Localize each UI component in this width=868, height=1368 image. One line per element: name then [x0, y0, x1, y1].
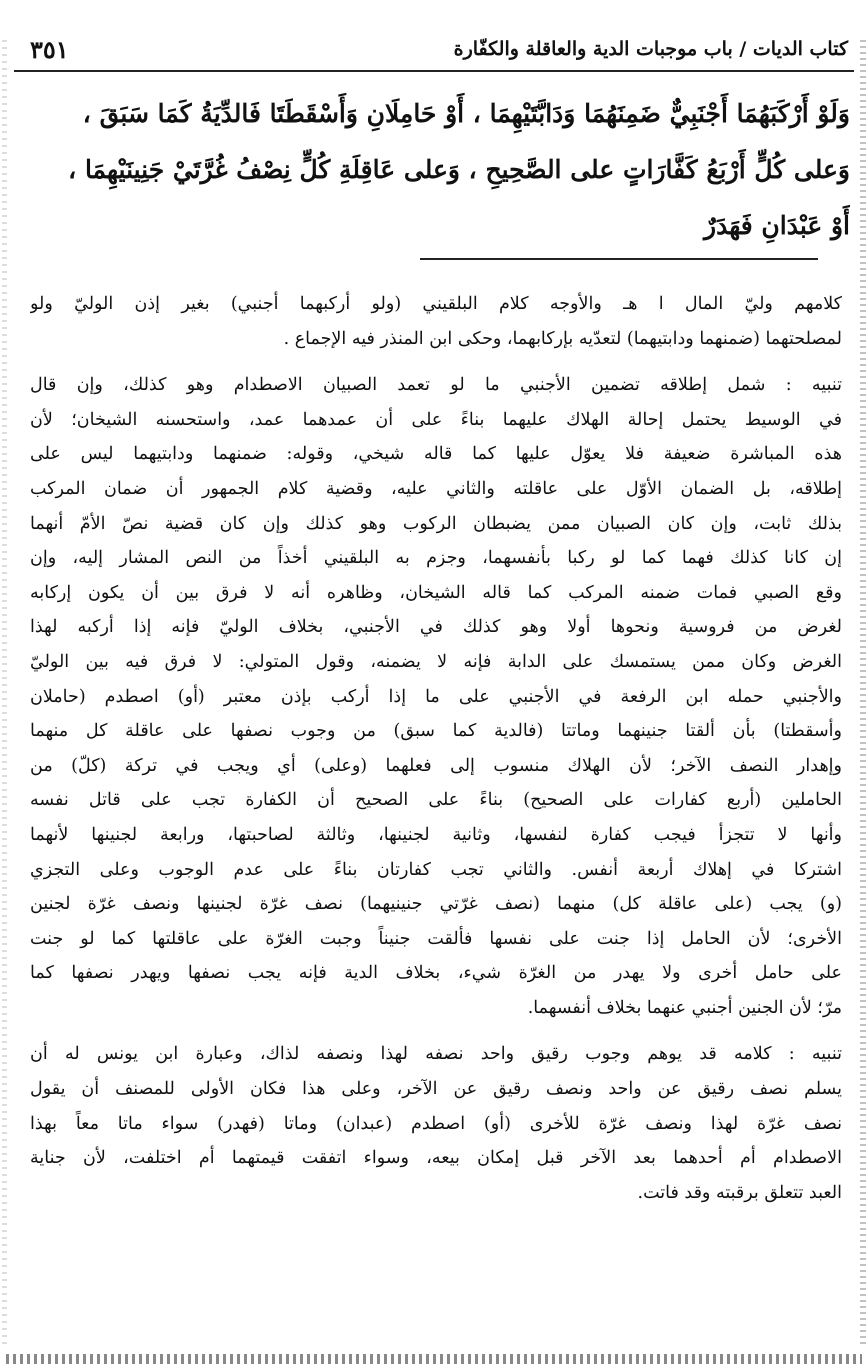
- commentary-line: الحاملين (أربع كفارات على الصحيح) بناءً على الصحيح أن الكفارة تجب على قاتل نفسه: [30, 790, 842, 811]
- commentary-line: الاصطدام أم أحدهما بعد الآخر قبل إمكان بيعه، وسواء اتفقت قيمتهما أم اختلفت، لأن جناية: [30, 1148, 842, 1169]
- commentary-line: مرّ؛ لأن الجنين أجنبي عنهما بخلاف أنفسهما.: [527, 997, 842, 1018]
- commentary-paragraph: [30, 287, 842, 356]
- page-number: ٣٥١: [30, 34, 69, 64]
- commentary-line: إطلاقه، بل الضمان الأوّل على عاقلته والثاني عليه، وقضية كلام الجمهور أن ضمان المركب: [30, 478, 842, 499]
- commentary-line: وأنها لا تتجزأ فيجب كفارة لنفسها، وثانية لجنينها، وثالثة لصاحبتها، ورابعة لجنينها لأنهما: [30, 824, 842, 845]
- matn-separator-rule: [420, 258, 818, 260]
- decorative-border-bottom: [6, 1354, 862, 1364]
- commentary-line: تنبيه : شمل إطلاقه تضمين الأجنبي ما لو تعمد الصبيان الاصطدام وهو كذلك، وإن قال: [30, 375, 842, 396]
- page-header: [14, 28, 854, 72]
- matn-line: وَعلى كُلٍّ أَرْبَعُ كَفَّارَاتٍ على الصَّحِيحِ ، وَعلى عَاقِلَةِ كُلٍّ نِصْفُ غُرَّتَيْ جَنِينَيْهِمَا ،: [68, 155, 850, 184]
- commentary-line: العبد تتعلق برقبته وقد فاتت.: [637, 1182, 842, 1203]
- decorative-border-right: [860, 40, 866, 1348]
- commentary-line: الأخرى؛ لأن الحامل إذا جنت على نفسها فألقت جنيناً وجبت الغرّة على عاقلتها كما لو جنت: [30, 928, 842, 949]
- commentary-line: وأسقطتا) بأن ألقتا جنينهما وماتتا (فالدية كما سبق) من وجوب نصفها على عاقلة كل منهما: [30, 721, 842, 742]
- commentary-line: يسلم نصف رقيق عن واحد ونصف رقيق عن الآخر، وعلى هذا فكان الأولى للمصنف أن يقول: [30, 1079, 842, 1100]
- commentary-line: لمصلحتهما (ضمنهما ودابتيهما) لتعدّيه بإركابهما، وحكى ابن المنذر فيه الإجماع .: [283, 328, 842, 349]
- decorative-border-left: [2, 40, 7, 1348]
- running-title: كتاب الديات / باب موجبات الدية والعاقلة والكفّارة: [453, 38, 848, 60]
- commentary-line: هذه المباشرة ضعيفة فلا يعوّل عليها كما قاله شيخي، وقوله: ضمنهما ودابتيهما ليس على: [30, 444, 842, 465]
- commentary-line: وقع الصبي فمات ضمنه المركب كما قاله الشيخان، وظاهره أنه لا فرق بين أن يكون إركابه: [30, 582, 842, 603]
- commentary-line: بذلك ثابت، وإن كان الصبيان ممن يضبطان الركوب وهو كذلك وإن كان قضية نصّ الأمّ أنهما: [30, 513, 842, 534]
- commentary-text: [30, 287, 842, 1210]
- commentary-line: (و) يجب (على عاقلة كل) منهما (نصف غرّتي جنينيهما) نصف غرّة لجنينها ونصف غرّة لجنين: [30, 894, 842, 915]
- matn-text: [24, 86, 850, 254]
- commentary-line: الغرض وكان ممن يستمسك على الدابة فإنه لا يضمنه، وقول المتولي: لا فرق فيه بين الوليّ: [30, 651, 842, 672]
- commentary-line: في الوسيط يحتمل إحالة الهلاك عليهما بناءً على أن عمدهما عمد، واستحسنه الشيخان؛ لأن: [30, 409, 842, 430]
- commentary-line: كلامهم وليّ المال ا هـ والأوجه كلام البلقيني (ولو أركبهما أجنبي) بغير إذن الوليّ ولو: [30, 294, 842, 314]
- commentary-line: تنبيه : كلامه قد يوهم وجوب رقيق واحد نصفه لهذا ونصفه لذاك، وعبارة ابن يونس له أن: [30, 1044, 842, 1065]
- commentary-line: اشتركا في إهلاك أربعة أنفس. والثاني تجب كفارتان بناءً على عدم الوجوب وعلى التجزي: [30, 859, 842, 880]
- commentary-paragraph-tanbih-1: [30, 368, 842, 1025]
- commentary-paragraph-tanbih-2: [30, 1037, 842, 1210]
- commentary-line: نصف غرّة لهذا ونصف غرّة للأخرى (أو) اصطدم (عبدان) وماتا (فهدر) سواء ماتا معاً بهذا: [30, 1113, 842, 1134]
- commentary-line: إن كانا كذلك فهما كما لو ركبا بأنفسهما، وجزم به البلقيني أخذاً من النص المشار إليه، وإن: [30, 548, 842, 569]
- matn-line: وَلَوْ أَرْكَبَهُمَا أَجْنَبِيٌّ ضَمِنَهُمَا وَدَابَّتَيْهِمَا ، أَوْ حَامِلَانِ وَأَسْقَطَتَا فَالدِّيَةُ كَمَا سَبَقَ ،: [82, 99, 850, 128]
- commentary-line: وإهدار النصف الآخر؛ لأن الهلاك منسوب إلى فعلهما (وعلى) أي ويجب في تركة (كلّ) من: [30, 755, 842, 776]
- commentary-line: والأجنبي حمله ابن الرفعة في الأجنبي على ما إذا أركب بإذن معتبر (أو) اصطدم (حاملان: [30, 686, 842, 707]
- commentary-line: على حامل أخرى ولا يهدر من الغرّة شيء، بخلاف الدية فإنه يجب نصفها ويهدر نصفها كما: [30, 963, 842, 984]
- matn-line: أَوْ عَبْدَانِ فَهَدَرٌ: [704, 211, 850, 240]
- commentary-line: لغرض من فروسية ونحوها أولا وهو كذلك في الأجنبي، بخلاف الوليّ فإنه إذا أركبه لهذا: [30, 617, 842, 638]
